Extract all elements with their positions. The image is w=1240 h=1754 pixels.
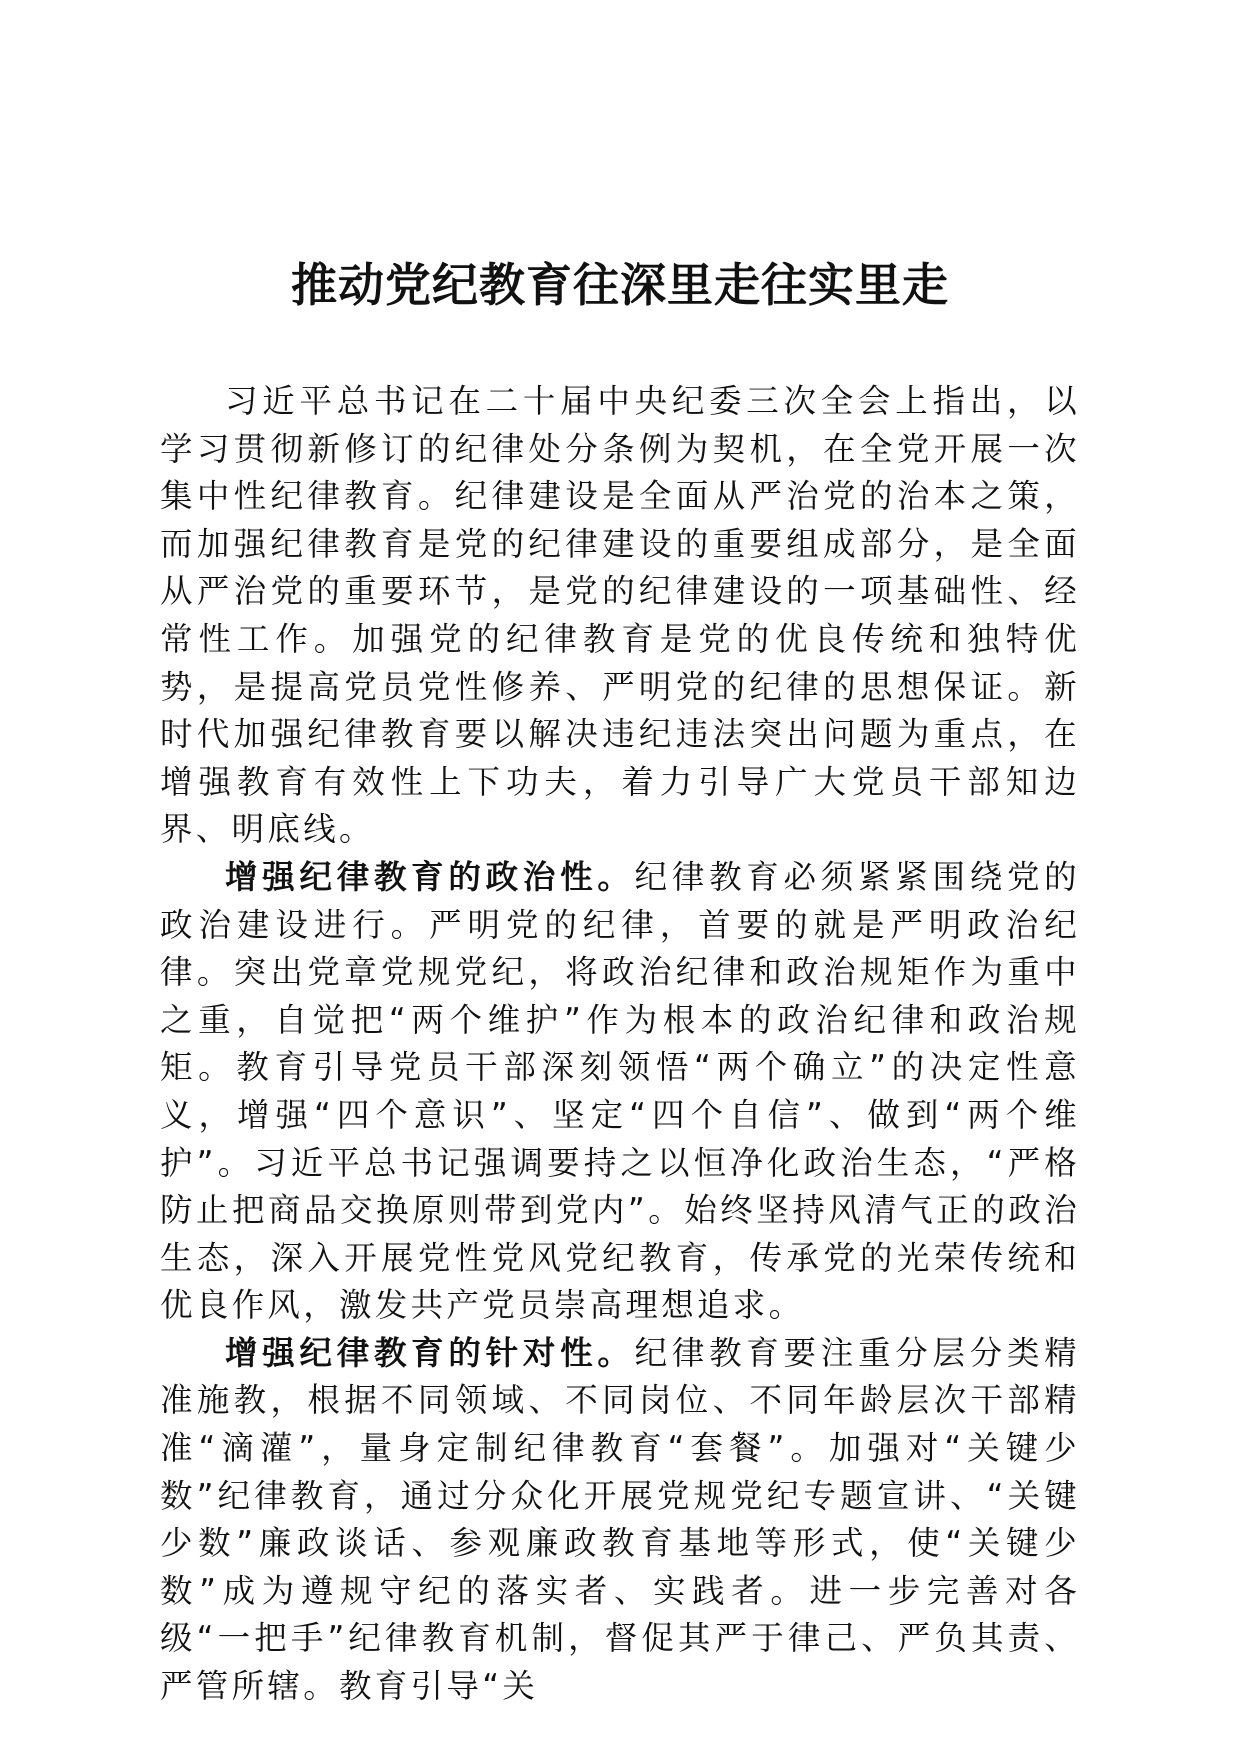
paragraph-heading: 增强纪律教育的政治性。: [225, 857, 635, 896]
paragraph-text: 习近平总书记在二十届中央纪委三次全会上指出，以学习贯彻新修订的纪律处分条例为契机，在全党开展一次集中性纪律教育。纪律建设是全面从严治党的治本之策，而加强纪律教育是党的纪律建设的重要组成部分，是全面从严治党的重要环节，是党的纪律建设的一项基础性、经常性工作。加强党的纪律教育是党的优良传统和独特优势，是提高党员党性修养、严明党的纪律的思想保证。新时代加强纪律教育要以解决违纪违法突出问题为重点，在增强教育有效性上下功夫，着力引导广大党员干部知边界、明底线。: [160, 382, 1080, 849]
document-title: 推动党纪教育往深里走往实里走: [291, 258, 949, 312]
paragraph-text: 纪律教育必须紧紧围绕党的政治建设进行。严明党的纪律，首要的就是严明政治纪律。突出党章党规党纪，将政治纪律和政治规矩作为重中之重，自觉把“两个维护”作为根本的政治纪律和政治规矩。教育引导党员干部深刻领悟“两个确立”的决定性意义，增强“四个意识”、坚定“四个自信”、做到“两个维护”。习近平总书记强调要持之以恒净化政治生态，“严格防止把商品交换原则带到党内”。始终坚持风清气正的政治生态，深入开展党性党风党纪教育，传承党的光荣传统和优良作风，激发共产党员崇高理想追求。: [160, 857, 1080, 1325]
paragraph-intro: [160, 378, 1080, 854]
paragraph-text: 纪律教育要注重分层分类精准施教，根据不同领域、不同岗位、不同年龄层次干部精准“滴灌”，量身定制纪律教育“套餐”。加强对“关键少数”纪律教育，通过分众化开展党规党纪专题宣讲、“关键少数”廉政谈话、参观廉政教育基地等形式，使“关键少数”成为遵规守纪的落实者、实践者。进一步完善对各级“一把手”纪律教育机制，督促其严于律己、严负其责、严管所辖。教育引导“关: [160, 1333, 1080, 1706]
paragraph-political: [160, 854, 1080, 1330]
paragraph-heading: 增强纪律教育的针对性。: [225, 1333, 635, 1372]
paragraph-targeted: [160, 1330, 1080, 1711]
document-body: [160, 378, 1080, 1711]
